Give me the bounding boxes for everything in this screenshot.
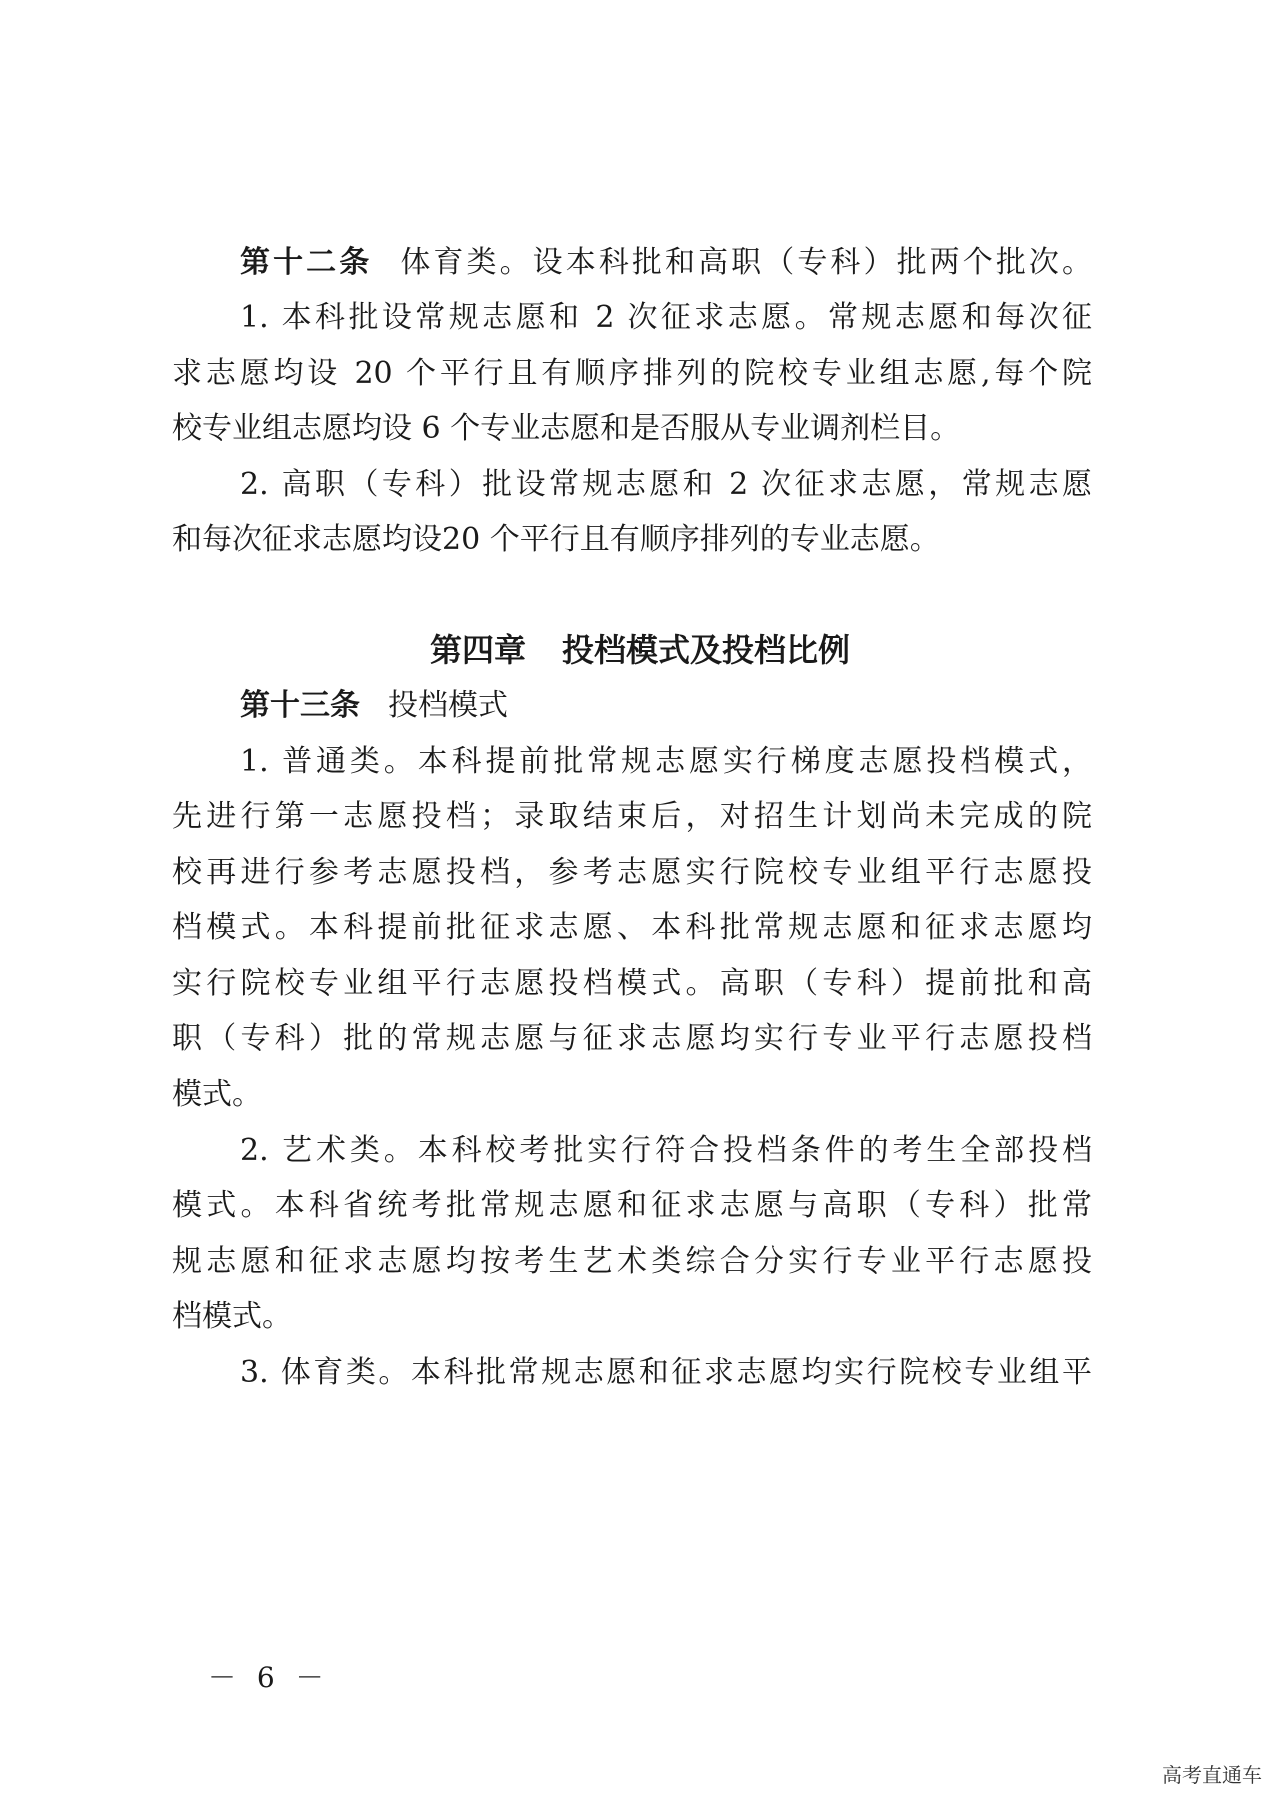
article-12-heading: 第十二条 xyxy=(240,245,373,280)
article-13-text-3: 档模式。本科提前批征求志愿、本科批常规志愿和征求志愿均 xyxy=(172,910,1092,945)
article-12-text-2: 求志愿均设 20 个平行且有顺序排列的院校专业组志愿,每个院 xyxy=(172,356,1092,391)
article-13-text-0: 1. 普通类。本科提前批常规志愿实行梯度志愿投档模式， xyxy=(240,744,1092,779)
article-13-text-4: 实行院校专业组平行志愿投档模式。高职（专科）提前批和高 xyxy=(172,966,1092,1001)
article-13-heading-line xyxy=(240,686,1092,726)
watermark: 高考直通车 xyxy=(1162,1763,1262,1787)
article-12-text-4: 2. 高职（专科）批设常规志愿和 2 次征求志愿，常规志愿 xyxy=(240,467,1092,502)
article-12-text-1: 1. 本科批设常规志愿和 2 次征求志愿。常规志愿和每次征 xyxy=(240,300,1092,335)
article-12-text-0: 体育类。设本科批和高职（专科）批两个批次。 xyxy=(400,245,1093,280)
article-13-text-11: 3. 体育类。本科批常规志愿和征求志愿均实行院校专业组平 xyxy=(240,1355,1092,1390)
article-13-title: 投档模式 xyxy=(388,688,508,723)
chapter-heading xyxy=(0,630,1280,670)
article-12-text-5: 和每次征求志愿均设20 个平行且有顺序排列的专业志愿。 xyxy=(172,522,940,557)
article-13-text-6: 模式。 xyxy=(172,1077,262,1112)
article-13-text-2: 校再进行参考志愿投档，参考志愿实行院校专业组平行志愿投 xyxy=(172,855,1092,890)
article-13-text-1: 先进行第一志愿投档；录取结束后，对招生计划尚未完成的院 xyxy=(172,799,1092,834)
article-12-text-3: 校专业组志愿均设 6 个专业志愿和是否服从专业调剂栏目。 xyxy=(172,411,961,446)
article-13-text-10: 档模式。 xyxy=(172,1299,292,1334)
article-13-text-5: 职（专科）批的常规志愿与征求志愿均实行专业平行志愿投档 xyxy=(172,1021,1092,1056)
chapter-title: 投档模式及投档比例 xyxy=(562,631,851,669)
article-13-heading: 第十三条 xyxy=(240,688,360,723)
article-13-text-8: 模式。本科省统考批常规志愿和征求志愿与高职（专科）批常 xyxy=(172,1188,1092,1223)
article-13-text-9: 规志愿和征求志愿均按考生艺术类综合分实行专业平行志愿投 xyxy=(172,1244,1092,1279)
article-12-first-line xyxy=(240,243,1092,283)
chapter-label: 第四章 xyxy=(429,631,526,669)
article-13-text-7: 2. 艺术类。本科校考批实行符合投档条件的考生全部投档 xyxy=(240,1133,1092,1168)
page-number: － 6 － xyxy=(208,1661,330,1694)
